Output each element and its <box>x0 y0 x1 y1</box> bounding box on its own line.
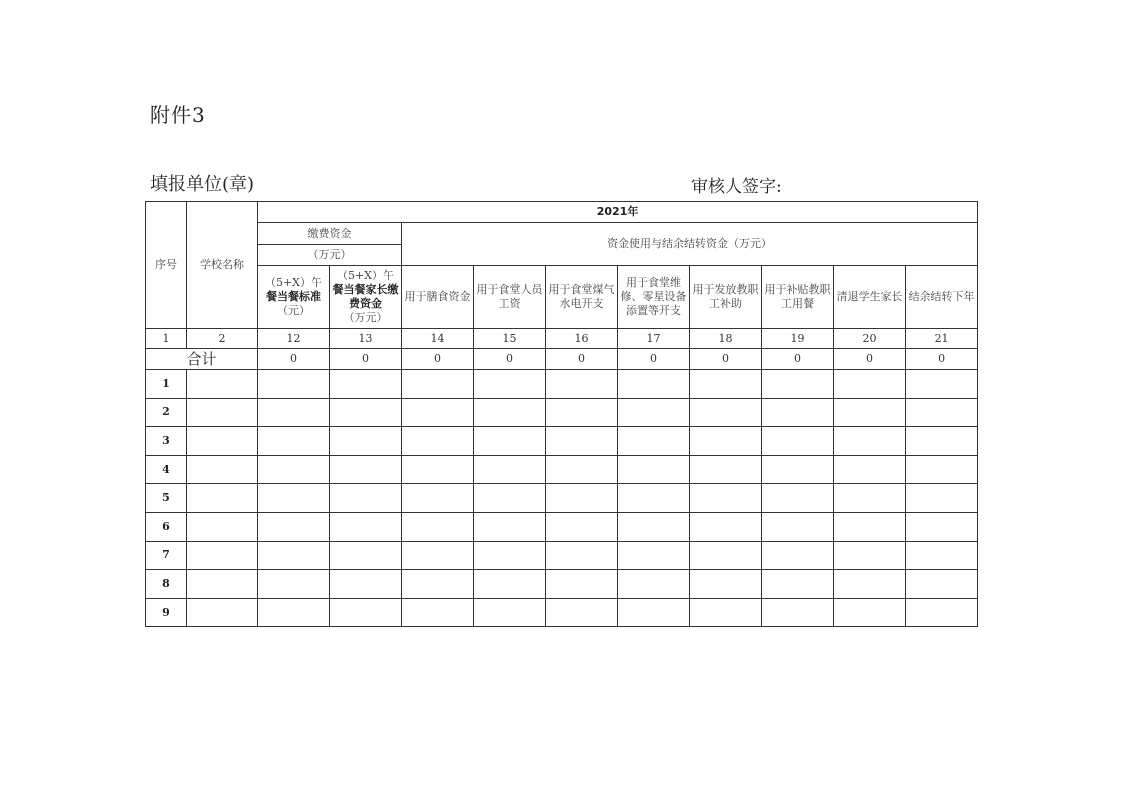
column-number-cell: 1 <box>146 329 187 349</box>
total-value-cell: 0 <box>402 349 474 370</box>
entry-cell[interactable] <box>762 455 834 484</box>
entry-cell[interactable] <box>834 455 906 484</box>
entry-cell[interactable] <box>330 370 402 399</box>
row-number: 7 <box>146 541 187 570</box>
school-name-cell[interactable] <box>187 512 258 541</box>
row-number: 8 <box>146 570 187 599</box>
entry-cell[interactable] <box>618 484 690 513</box>
entry-cell[interactable] <box>762 484 834 513</box>
entry-cell[interactable] <box>618 541 690 570</box>
entry-cell[interactable] <box>618 570 690 599</box>
school-name-cell[interactable] <box>187 370 258 399</box>
report-table <box>145 201 978 627</box>
entry-cell[interactable] <box>762 398 834 427</box>
header-meal-standard <box>258 266 330 329</box>
entry-cell[interactable] <box>258 398 330 427</box>
entry-cell[interactable] <box>618 455 690 484</box>
entry-cell[interactable] <box>474 512 546 541</box>
entry-cell[interactable] <box>402 455 474 484</box>
column-number-row <box>146 329 978 349</box>
header-usage-staff-salary: 用于食堂人员工资 <box>474 266 546 329</box>
table-row <box>146 370 978 399</box>
entry-cell[interactable] <box>834 512 906 541</box>
entry-cell[interactable] <box>402 570 474 599</box>
header-row-year <box>146 202 978 223</box>
header-fee-unit: （万元） <box>258 245 402 266</box>
entry-cell[interactable] <box>402 427 474 456</box>
entry-cell[interactable] <box>402 598 474 627</box>
entry-cell[interactable] <box>690 598 762 627</box>
meal-standard-unit: （元） <box>277 304 310 317</box>
entry-cell[interactable] <box>330 455 402 484</box>
column-number-cell: 15 <box>474 329 546 349</box>
row-number: 6 <box>146 512 187 541</box>
column-number-cell: 21 <box>906 329 978 349</box>
column-number-cell: 2 <box>187 329 258 349</box>
entry-cell[interactable] <box>402 370 474 399</box>
entry-cell[interactable] <box>618 512 690 541</box>
header-row-groups <box>146 223 978 245</box>
entry-cell[interactable] <box>762 541 834 570</box>
table-row <box>146 598 978 627</box>
entry-cell[interactable] <box>906 484 978 513</box>
entry-cell[interactable] <box>546 512 618 541</box>
entry-cell[interactable] <box>906 427 978 456</box>
row-number: 9 <box>146 598 187 627</box>
parent-fee-prefix: （5+X）午 <box>336 269 395 282</box>
row-number: 3 <box>146 427 187 456</box>
entry-cell[interactable] <box>330 427 402 456</box>
entry-cell[interactable] <box>834 370 906 399</box>
total-value-cell: 0 <box>474 349 546 370</box>
entry-cell[interactable] <box>474 455 546 484</box>
entry-cell[interactable] <box>546 455 618 484</box>
entry-cell[interactable] <box>906 541 978 570</box>
entry-cell[interactable] <box>690 427 762 456</box>
entry-cell[interactable] <box>690 570 762 599</box>
entry-cell[interactable] <box>546 598 618 627</box>
header-usage-refund-parents: 清退学生家长 <box>834 266 906 329</box>
table-row <box>146 455 978 484</box>
entry-cell[interactable] <box>402 484 474 513</box>
entry-cell[interactable] <box>834 541 906 570</box>
school-name-cell[interactable] <box>187 427 258 456</box>
total-value-cell: 0 <box>834 349 906 370</box>
header-seq: 序号 <box>146 202 187 329</box>
entry-cell[interactable] <box>474 370 546 399</box>
entry-cell[interactable] <box>330 484 402 513</box>
reporting-unit-label: 填报单位(章) <box>150 174 255 195</box>
row-number: 2 <box>146 398 187 427</box>
header-usage-staff-meals: 用于补贴教职工用餐 <box>762 266 834 329</box>
header-row-columns <box>146 266 978 329</box>
entry-cell[interactable] <box>258 598 330 627</box>
entry-cell[interactable] <box>834 484 906 513</box>
entry-cell[interactable] <box>330 570 402 599</box>
header-year: 2021年 <box>258 202 978 223</box>
entry-cell[interactable] <box>834 398 906 427</box>
parent-fee-unit: （万元） <box>343 311 388 324</box>
entry-cell[interactable] <box>690 541 762 570</box>
column-number-cell: 19 <box>762 329 834 349</box>
header-fee-group: 缴费资金 <box>258 223 402 245</box>
header-usage-staff-subsidy: 用于发放教职工补助 <box>690 266 762 329</box>
header-usage-utilities: 用于食堂煤气水电开支 <box>546 266 618 329</box>
column-number-cell: 14 <box>402 329 474 349</box>
entry-cell[interactable] <box>402 398 474 427</box>
entry-cell[interactable] <box>546 570 618 599</box>
entry-cell[interactable] <box>690 370 762 399</box>
entry-cell[interactable] <box>402 512 474 541</box>
entry-cell[interactable] <box>474 598 546 627</box>
data-rows <box>146 370 978 627</box>
entry-cell[interactable] <box>258 570 330 599</box>
entry-cell[interactable] <box>618 598 690 627</box>
row-number: 5 <box>146 484 187 513</box>
entry-cell[interactable] <box>330 598 402 627</box>
entry-cell[interactable] <box>906 512 978 541</box>
school-name-cell[interactable] <box>187 484 258 513</box>
school-name-cell[interactable] <box>187 570 258 599</box>
table-row <box>146 541 978 570</box>
header-usage-meals: 用于膳食资金 <box>402 266 474 329</box>
entry-cell[interactable] <box>402 541 474 570</box>
entry-cell[interactable] <box>690 398 762 427</box>
header-usage-maintenance: 用于食堂维修、零星设备添置等开支 <box>618 266 690 329</box>
column-number-cell: 20 <box>834 329 906 349</box>
entry-cell[interactable] <box>546 427 618 456</box>
school-name-cell[interactable] <box>187 598 258 627</box>
attachment-title: 附件3 <box>150 103 206 127</box>
entry-cell[interactable] <box>330 512 402 541</box>
entry-cell[interactable] <box>474 570 546 599</box>
entry-cell[interactable] <box>330 398 402 427</box>
total-row <box>146 349 978 370</box>
total-value-cell: 0 <box>618 349 690 370</box>
entry-cell[interactable] <box>258 484 330 513</box>
total-value-cell: 0 <box>690 349 762 370</box>
entry-cell[interactable] <box>258 427 330 456</box>
entry-cell[interactable] <box>834 598 906 627</box>
entry-cell[interactable] <box>762 570 834 599</box>
total-label: 合计 <box>146 349 258 370</box>
entry-cell[interactable] <box>906 598 978 627</box>
entry-cell[interactable] <box>906 398 978 427</box>
table-row <box>146 398 978 427</box>
row-number: 1 <box>146 370 187 399</box>
column-number-cell: 12 <box>258 329 330 349</box>
entry-cell[interactable] <box>618 398 690 427</box>
entry-cell[interactable] <box>618 370 690 399</box>
table-row <box>146 484 978 513</box>
entry-cell[interactable] <box>474 484 546 513</box>
entry-cell[interactable] <box>618 427 690 456</box>
header-school-name: 学校名称 <box>187 202 258 329</box>
entry-cell[interactable] <box>546 541 618 570</box>
entry-cell[interactable] <box>690 512 762 541</box>
column-number-cell: 16 <box>546 329 618 349</box>
total-value-cell: 0 <box>258 349 330 370</box>
entry-cell[interactable] <box>258 455 330 484</box>
entry-cell[interactable] <box>474 427 546 456</box>
reviewer-signature-label: 审核人签字: <box>691 177 782 197</box>
table-row <box>146 427 978 456</box>
entry-cell[interactable] <box>690 484 762 513</box>
table-row <box>146 570 978 599</box>
column-number-cell: 17 <box>618 329 690 349</box>
total-value-cell: 0 <box>906 349 978 370</box>
entry-cell[interactable] <box>762 370 834 399</box>
entry-cell[interactable] <box>762 598 834 627</box>
entry-cell[interactable] <box>690 455 762 484</box>
entry-cell[interactable] <box>834 570 906 599</box>
entry-cell[interactable] <box>258 541 330 570</box>
entry-cell[interactable] <box>906 570 978 599</box>
meal-standard-prefix: （5+X）午 <box>264 276 323 289</box>
header-parent-fee <box>330 266 402 329</box>
entry-cell[interactable] <box>330 541 402 570</box>
column-number-cell: 18 <box>690 329 762 349</box>
header-usage-carryover: 结余结转下年 <box>906 266 978 329</box>
meal-standard-suffix: 餐当餐标准 <box>266 290 321 303</box>
entry-cell[interactable] <box>258 370 330 399</box>
entry-cell[interactable] <box>546 484 618 513</box>
entry-cell[interactable] <box>474 541 546 570</box>
school-name-cell[interactable] <box>187 455 258 484</box>
total-value-cell: 0 <box>546 349 618 370</box>
entry-cell[interactable] <box>906 455 978 484</box>
column-number-cell: 13 <box>330 329 402 349</box>
entry-cell[interactable] <box>762 512 834 541</box>
entry-cell[interactable] <box>762 427 834 456</box>
school-name-cell[interactable] <box>187 541 258 570</box>
entry-cell[interactable] <box>906 370 978 399</box>
entry-cell[interactable] <box>474 398 546 427</box>
table-row <box>146 512 978 541</box>
row-number: 4 <box>146 455 187 484</box>
entry-cell[interactable] <box>834 427 906 456</box>
entry-cell[interactable] <box>258 512 330 541</box>
header-usage-group: 资金使用与结余结转资金（万元） <box>402 223 978 266</box>
entry-cell[interactable] <box>546 370 618 399</box>
school-name-cell[interactable] <box>187 398 258 427</box>
parent-fee-suffix: 餐当餐家长缴费资金 <box>332 283 399 310</box>
total-value-cell: 0 <box>330 349 402 370</box>
entry-cell[interactable] <box>546 398 618 427</box>
total-value-cell: 0 <box>762 349 834 370</box>
